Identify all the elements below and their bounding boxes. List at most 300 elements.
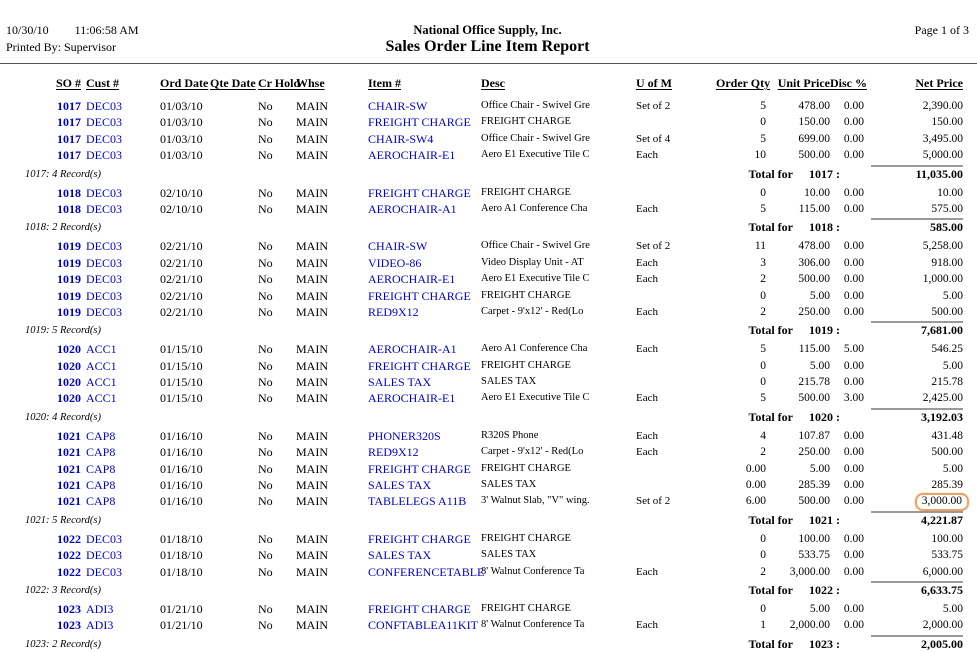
- so-number-link[interactable]: 1019: [57, 239, 81, 254]
- cell-order-qty: 0.00: [745, 479, 766, 492]
- group-total-so-number: 1021 :: [809, 512, 840, 527]
- cell-desc: Aero E1 Executive Tile C: [481, 273, 590, 285]
- cell-disc-pct: 0.00: [843, 602, 864, 615]
- so-number-link[interactable]: 1021: [57, 494, 81, 509]
- cell-cr-hold: No: [258, 531, 273, 546]
- cell-unit-price: 699.00: [798, 132, 830, 145]
- group-total-label: Total for: [748, 166, 793, 181]
- cell-whse: MAIN: [296, 601, 328, 616]
- cell-disc-pct: 0.00: [843, 100, 864, 112]
- col-header-cust: Cust #: [86, 76, 120, 90]
- item-number-link[interactable]: AEROCHAIR-E1: [368, 148, 456, 163]
- cell-net-price: 2,425.00: [922, 392, 963, 405]
- col-header-cr-hold: Cr Hold: [258, 76, 301, 90]
- cell-net-price: 285.39: [931, 479, 963, 492]
- col-header-desc: Desc: [481, 76, 505, 90]
- cell-uom: Each: [636, 273, 658, 286]
- cell-unit-price: 100.00: [798, 532, 830, 545]
- col-header-unit-price: Unit Price: [777, 76, 830, 90]
- cell-whse: MAIN: [296, 618, 328, 633]
- cell-net-price: 500.00: [931, 446, 963, 459]
- cell-unit-price: 285.39: [798, 479, 830, 492]
- cell-cr-hold: No: [258, 272, 273, 287]
- cell-desc: Aero A1 Conference Cha: [481, 202, 588, 214]
- item-number-link[interactable]: CHAIR-SW4: [368, 131, 434, 146]
- cell-whse: MAIN: [296, 99, 328, 113]
- cell-ord-date: 01/15/10: [160, 391, 203, 406]
- item-number-link[interactable]: CHAIR-SW: [368, 239, 428, 254]
- cell-ord-date: 01/18/10: [160, 531, 203, 546]
- cell-order-qty: 1: [760, 619, 766, 632]
- cell-order-qty: 2: [760, 305, 766, 318]
- cell-uom: Each: [636, 429, 658, 442]
- line-item-row: [0, 374, 977, 390]
- cell-cr-hold: No: [258, 304, 273, 319]
- customer-number-link[interactable]: ADI3: [86, 601, 114, 616]
- cell-uom: Set of 2: [636, 100, 671, 112]
- cell-desc: FREIGHT CHARGE: [481, 602, 571, 614]
- so-number-link[interactable]: 1020: [57, 342, 81, 357]
- cell-ord-date: 01/16/10: [160, 478, 203, 493]
- report-body: [0, 98, 977, 652]
- cell-cr-hold: No: [258, 375, 273, 390]
- header-divider: [0, 63, 977, 64]
- cell-disc-pct: 0.00: [843, 549, 864, 562]
- cell-ord-date: 02/21/10: [160, 239, 203, 254]
- so-number-link[interactable]: 1023: [57, 601, 81, 616]
- cell-whse: MAIN: [296, 445, 328, 460]
- cell-disc-pct: 0.00: [843, 532, 864, 545]
- so-number-link[interactable]: 1017: [57, 148, 81, 163]
- cell-disc-pct: 0.00: [843, 359, 864, 372]
- cell-qte-date: [210, 390, 258, 406]
- cell-qte-date: [210, 185, 258, 201]
- so-number-link[interactable]: 1017: [57, 131, 81, 146]
- line-item-row: [0, 131, 977, 147]
- group-total-row: [0, 408, 977, 425]
- customer-number-link[interactable]: CAP8: [86, 428, 116, 443]
- line-item-row: [0, 358, 977, 374]
- cell-net-price: 10.00: [937, 186, 963, 199]
- cell-ord-date: 02/21/10: [160, 272, 203, 287]
- cell-whse: MAIN: [296, 494, 328, 509]
- cell-desc: FREIGHT CHARGE: [481, 186, 571, 198]
- customer-number-link[interactable]: DEC03: [86, 239, 122, 254]
- line-item-row: [0, 564, 977, 580]
- line-item-row: [0, 98, 977, 114]
- cell-order-qty: 0: [760, 116, 766, 129]
- printed-by: Printed By: Supervisor: [6, 40, 116, 54]
- cell-desc: FREIGHT CHARGE: [481, 359, 571, 371]
- cell-unit-price: 5.00: [809, 602, 830, 615]
- line-item-row: [0, 617, 977, 633]
- cell-qte-date: [210, 131, 258, 147]
- so-number-link[interactable]: 1019: [57, 288, 81, 303]
- item-number-link[interactable]: FREIGHT CHARGE: [368, 531, 471, 546]
- cell-net-price: 6,000.00: [922, 565, 963, 578]
- cell-ord-date: 02/21/10: [160, 304, 203, 319]
- cell-cr-hold: No: [258, 428, 273, 443]
- cell-cr-hold: No: [258, 564, 273, 579]
- cell-qte-date: [210, 493, 258, 509]
- cell-net-price: 150.00: [931, 116, 963, 129]
- cell-desc: Office Chair - Swivel Gre: [481, 100, 590, 111]
- cell-ord-date: 01/03/10: [160, 99, 203, 113]
- cell-qte-date: [210, 271, 258, 287]
- cell-disc-pct: 0.00: [843, 446, 864, 459]
- customer-number-link[interactable]: DEC03: [86, 148, 122, 163]
- cell-net-price: 215.78: [931, 376, 963, 389]
- cell-uom: Each: [636, 149, 658, 162]
- cell-unit-price: 500.00: [798, 392, 830, 405]
- item-number-link[interactable]: RED9X12: [368, 445, 419, 460]
- group-total-so-number: 1019 :: [809, 323, 840, 338]
- group-total-row: [0, 581, 977, 598]
- cell-order-qty: 6.00: [745, 495, 766, 508]
- so-number-link[interactable]: 1021: [57, 461, 81, 476]
- so-number-link[interactable]: 1019: [57, 272, 81, 287]
- cell-uom: Each: [636, 619, 658, 632]
- cell-uom: [636, 461, 716, 477]
- customer-number-link[interactable]: DEC03: [86, 304, 122, 319]
- cell-net-price: 100.00: [931, 532, 963, 545]
- so-number-link[interactable]: 1020: [57, 375, 81, 390]
- so-number-link[interactable]: 1020: [57, 358, 81, 373]
- cell-desc: 8' Walnut Conference Ta: [481, 565, 585, 577]
- group-total-row: [0, 165, 977, 182]
- item-number-link[interactable]: SALES TAX: [368, 375, 432, 390]
- so-number-link[interactable]: 1023: [57, 618, 81, 633]
- so-number-link[interactable]: 1020: [57, 391, 81, 406]
- line-item-row: [0, 390, 977, 406]
- customer-number-link[interactable]: ADI3: [86, 618, 114, 633]
- customer-number-link[interactable]: ACC1: [86, 375, 117, 390]
- cell-uom: [636, 531, 716, 547]
- cell-disc-pct: 0.00: [843, 462, 864, 475]
- line-item-row: [0, 304, 977, 320]
- cell-net-price: 533.75: [931, 549, 963, 562]
- so-number-link[interactable]: 1021: [57, 478, 81, 493]
- cell-uom: [636, 477, 716, 493]
- customer-number-link[interactable]: ACC1: [86, 358, 117, 373]
- group-record-count: 1019: 5 Record(s): [25, 325, 102, 337]
- col-header-item: Item #: [368, 76, 401, 90]
- item-number-link[interactable]: AEROCHAIR-A1: [368, 201, 457, 216]
- item-number-link[interactable]: FREIGHT CHARGE: [368, 358, 471, 373]
- cell-uom: [636, 185, 716, 201]
- cell-uom: [636, 358, 716, 374]
- cell-net-price: 5,000.00: [922, 149, 963, 162]
- group-total-so-number: 1023 :: [809, 636, 840, 651]
- cell-ord-date: 01/03/10: [160, 131, 203, 146]
- cell-unit-price: 215.78: [798, 376, 830, 389]
- group-total-label: Total for: [748, 220, 793, 235]
- line-item-row: [0, 428, 977, 444]
- cell-cr-hold: No: [258, 99, 273, 113]
- cell-whse: MAIN: [296, 288, 328, 303]
- cell-qte-date: [210, 461, 258, 477]
- customer-number-link[interactable]: DEC03: [86, 115, 122, 130]
- cell-unit-price: 115.00: [798, 343, 830, 356]
- cell-qte-date: [210, 601, 258, 617]
- item-number-link[interactable]: AEROCHAIR-E1: [368, 272, 456, 287]
- cell-whse: MAIN: [296, 239, 328, 254]
- group-total-amount: 585.00: [871, 218, 963, 235]
- cell-unit-price: 115.00: [798, 202, 830, 215]
- group-total-so-number: 1020 :: [809, 409, 840, 424]
- group-record-count: 1022: 3 Record(s): [25, 584, 102, 596]
- cell-net-price: 2,000.00: [922, 619, 963, 632]
- cell-uom: Each: [636, 343, 658, 356]
- cell-qte-date: [210, 304, 258, 320]
- so-number-link[interactable]: 1019: [57, 304, 81, 319]
- cell-order-qty: 3: [760, 256, 766, 269]
- cell-disc-pct: 0.00: [843, 132, 864, 145]
- cell-qte-date: [210, 477, 258, 493]
- cell-order-qty: 0: [760, 289, 766, 302]
- customer-number-link[interactable]: DEC03: [86, 131, 122, 146]
- group-total-amount: 6,633.75: [871, 581, 963, 598]
- so-number-link[interactable]: 1021: [57, 428, 81, 443]
- cell-ord-date: 01/15/10: [160, 358, 203, 373]
- cell-net-price: 5.00: [942, 462, 963, 475]
- cell-desc: Carpet - 9'x12' - Red(Lo: [481, 446, 584, 458]
- cell-unit-price: 2,000.00: [789, 619, 830, 632]
- col-header-so: SO #: [55, 76, 81, 90]
- cell-order-qty: 5: [760, 100, 766, 112]
- col-header-uom: U of M: [636, 76, 672, 90]
- cell-disc-pct: 0.00: [843, 305, 864, 318]
- cell-disc-pct: 0.00: [843, 273, 864, 286]
- cell-whse: MAIN: [296, 358, 328, 373]
- group-total-amount: 2,005.00: [871, 635, 963, 652]
- customer-number-link[interactable]: ACC1: [86, 391, 117, 406]
- cell-qte-date: [210, 547, 258, 563]
- cell-disc-pct: 0.00: [843, 619, 864, 632]
- customer-number-link[interactable]: CAP8: [86, 478, 116, 493]
- customer-number-link[interactable]: DEC03: [86, 255, 122, 270]
- cell-order-qty: 5: [760, 343, 766, 356]
- col-header-ord-date: Ord Date: [160, 76, 209, 90]
- item-number-link[interactable]: VIDEO-86: [368, 255, 422, 270]
- col-header-net-price: Net Price: [915, 76, 963, 90]
- cell-uom: Each: [636, 256, 658, 269]
- cell-uom: Set of 2: [636, 240, 671, 253]
- cell-cr-hold: No: [258, 255, 273, 270]
- cell-cr-hold: No: [258, 115, 273, 130]
- cell-uom: [636, 374, 716, 390]
- cell-unit-price: 500.00: [798, 149, 830, 162]
- cell-order-qty: 0: [760, 549, 766, 562]
- cell-qte-date: [210, 98, 258, 114]
- customer-number-link[interactable]: DEC03: [86, 272, 122, 287]
- cell-ord-date: 01/18/10: [160, 548, 203, 563]
- customer-number-link[interactable]: CAP8: [86, 461, 116, 476]
- cell-order-qty: 0.00: [745, 462, 766, 475]
- item-number-link[interactable]: FREIGHT CHARGE: [368, 288, 471, 303]
- item-number-link[interactable]: SALES TAX: [368, 478, 432, 493]
- cell-qte-date: [210, 341, 258, 357]
- cell-ord-date: 01/16/10: [160, 445, 203, 460]
- item-number-link[interactable]: FREIGHT CHARGE: [368, 601, 471, 616]
- group-total-so-number: 1018 :: [809, 220, 840, 235]
- cell-desc: SALES TAX: [481, 549, 537, 561]
- cell-whse: MAIN: [296, 342, 328, 357]
- cell-net-price: 918.00: [931, 256, 963, 269]
- so-number-link[interactable]: 1022: [57, 531, 81, 546]
- cell-unit-price: 306.00: [798, 256, 830, 269]
- cell-order-qty: 5: [760, 202, 766, 215]
- cell-net-price: 500.00: [931, 305, 963, 318]
- cell-qte-date: [210, 238, 258, 254]
- group-total-row: [0, 218, 977, 235]
- cell-net-price: 2,390.00: [922, 100, 963, 112]
- cell-disc-pct: 0.00: [843, 376, 864, 389]
- cell-disc-pct: 5.00: [843, 343, 864, 356]
- cell-net-price: 5.00: [942, 359, 963, 372]
- so-number-link[interactable]: 1022: [57, 548, 81, 563]
- cell-desc: Aero E1 Executive Tile C: [481, 392, 590, 404]
- cell-ord-date: 01/15/10: [160, 375, 203, 390]
- cell-uom: Each: [636, 392, 658, 405]
- cell-cr-hold: No: [258, 201, 273, 216]
- customer-number-link[interactable]: CAP8: [86, 445, 116, 460]
- so-number-link[interactable]: 1019: [57, 255, 81, 270]
- cell-qte-date: [210, 444, 258, 460]
- cell-whse: MAIN: [296, 272, 328, 287]
- line-item-row: [0, 531, 977, 547]
- cell-disc-pct: 0.00: [843, 565, 864, 578]
- cell-unit-price: 10.00: [804, 186, 830, 199]
- cell-whse: MAIN: [296, 148, 328, 163]
- customer-number-link[interactable]: ACC1: [86, 342, 117, 357]
- cell-whse: MAIN: [296, 255, 328, 270]
- so-number-link[interactable]: 1018: [57, 185, 81, 200]
- cell-uom: Each: [636, 565, 658, 578]
- line-item-row: [0, 341, 977, 357]
- cell-desc: R320S Phone: [481, 429, 539, 441]
- customer-number-link[interactable]: DEC03: [86, 201, 122, 216]
- item-number-link[interactable]: AEROCHAIR-A1: [368, 342, 457, 357]
- group-record-count: 1021: 5 Record(s): [25, 514, 102, 526]
- report-header-line-1: [0, 23, 977, 38]
- group-record-count: 1018: 2 Record(s): [25, 222, 102, 234]
- item-number-link[interactable]: CONFERENCETABLE: [368, 564, 485, 579]
- cell-order-qty: 0: [760, 186, 766, 199]
- cell-disc-pct: 0.00: [843, 116, 864, 129]
- col-header-whse: Whse: [296, 76, 325, 90]
- line-item-row: [0, 461, 977, 477]
- group-total-so-number: 1017 :: [809, 166, 840, 181]
- customer-number-link[interactable]: DEC03: [86, 548, 122, 563]
- cell-ord-date: 01/16/10: [160, 461, 203, 476]
- so-number-link[interactable]: 1017: [57, 99, 81, 113]
- cell-order-qty: 2: [760, 273, 766, 286]
- item-number-link[interactable]: AEROCHAIR-E1: [368, 391, 456, 406]
- cell-cr-hold: No: [258, 601, 273, 616]
- cell-ord-date: 01/21/10: [160, 618, 203, 633]
- cell-uom: Each: [636, 305, 658, 318]
- cell-desc: Aero E1 Executive Tile C: [481, 149, 590, 161]
- cell-cr-hold: No: [258, 358, 273, 373]
- line-item-row: [0, 185, 977, 201]
- customer-number-link[interactable]: CAP8: [86, 494, 116, 509]
- cell-cr-hold: No: [258, 148, 273, 163]
- item-number-link[interactable]: FREIGHT CHARGE: [368, 461, 471, 476]
- column-header-row: [0, 74, 977, 92]
- group-record-count: 1023: 2 Record(s): [25, 638, 102, 650]
- customer-number-link[interactable]: DEC03: [86, 185, 122, 200]
- group-total-amount: 7,681.00: [871, 321, 963, 338]
- group-total-amount: 3,192.03: [871, 408, 963, 425]
- cell-desc: Carpet - 9'x12' - Red(Lo: [481, 305, 584, 317]
- line-item-row: [0, 238, 977, 254]
- cell-cr-hold: No: [258, 478, 273, 493]
- so-number-link[interactable]: 1018: [57, 201, 81, 216]
- cell-whse: MAIN: [296, 201, 328, 216]
- cell-ord-date: 01/03/10: [160, 148, 203, 163]
- cell-whse: MAIN: [296, 185, 328, 200]
- col-header-disc-pct: Disc %: [830, 76, 867, 90]
- cell-net-price: 1,000.00: [922, 273, 963, 286]
- cell-order-qty: 5: [760, 392, 766, 405]
- customer-number-link[interactable]: DEC03: [86, 564, 122, 579]
- so-number-link[interactable]: 1022: [57, 564, 81, 579]
- cell-unit-price: 478.00: [798, 100, 830, 112]
- cell-qte-date: [210, 147, 258, 163]
- cell-cr-hold: No: [258, 131, 273, 146]
- print-time: 11:06:58 AM: [74, 23, 139, 37]
- cell-desc: Video Display Unit - AT: [481, 256, 584, 268]
- item-number-link[interactable]: TABLELEGS A11B: [368, 494, 467, 509]
- cell-qte-date: [210, 617, 258, 633]
- cell-uom: [636, 547, 716, 563]
- cell-whse: MAIN: [296, 478, 328, 493]
- cell-disc-pct: 0.00: [843, 495, 864, 508]
- company-name: National Office Supply, Inc.: [413, 23, 562, 37]
- cell-net-price: 5,258.00: [922, 240, 963, 253]
- group-total-label: Total for: [748, 636, 793, 651]
- cell-whse: MAIN: [296, 304, 328, 319]
- item-number-link[interactable]: CHAIR-SW: [368, 99, 428, 113]
- cell-unit-price: 5.00: [809, 462, 830, 475]
- report-header-line-2: [0, 38, 977, 56]
- item-number-link[interactable]: SALES TAX: [368, 548, 432, 563]
- customer-number-link[interactable]: DEC03: [86, 99, 122, 113]
- item-number-link[interactable]: FREIGHT CHARGE: [368, 115, 471, 130]
- group-total-amount: 11,035.00: [871, 165, 963, 182]
- so-number-link[interactable]: 1021: [57, 445, 81, 460]
- cell-whse: MAIN: [296, 131, 328, 146]
- customer-number-link[interactable]: DEC03: [86, 288, 122, 303]
- line-item-row: [0, 288, 977, 304]
- group-total-label: Total for: [748, 582, 793, 597]
- customer-number-link[interactable]: DEC03: [86, 531, 122, 546]
- cell-unit-price: 250.00: [798, 305, 830, 318]
- cell-cr-hold: No: [258, 342, 273, 357]
- cell-cr-hold: No: [258, 239, 273, 254]
- so-number-link[interactable]: 1017: [57, 115, 81, 130]
- cell-whse: MAIN: [296, 548, 328, 563]
- cell-order-qty: 10: [754, 149, 766, 162]
- group-record-count: 1020: 4 Record(s): [25, 411, 102, 423]
- item-number-link[interactable]: PHONER320S: [368, 428, 441, 443]
- item-number-link[interactable]: FREIGHT CHARGE: [368, 185, 471, 200]
- item-number-link[interactable]: CONFTABLEA11KIT: [368, 618, 478, 633]
- cell-unit-price: 478.00: [798, 240, 830, 253]
- item-number-link[interactable]: RED9X12: [368, 304, 419, 319]
- line-item-row: [0, 271, 977, 287]
